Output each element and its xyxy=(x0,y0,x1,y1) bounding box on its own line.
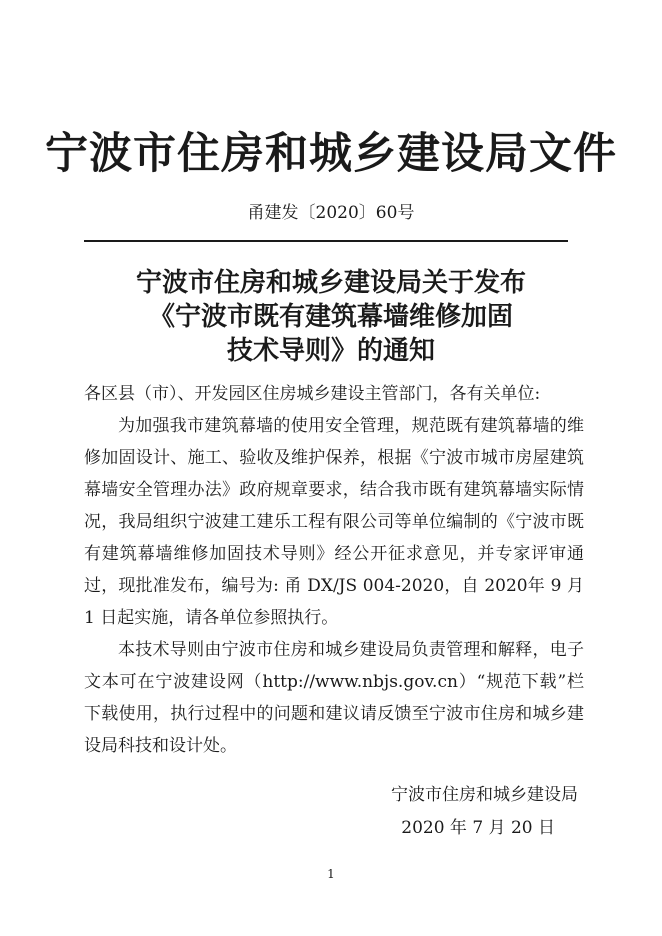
signature-date: 2020 年 7 月 20 日 xyxy=(401,818,555,838)
notice-title-line: 技术导则》的通知 xyxy=(226,336,435,366)
header-divider xyxy=(84,240,568,242)
notice-body xyxy=(84,378,584,762)
body-paragraph: 本技术导则由宁波市住房和城乡建设局负责管理和解释，电子文本可在宁波建设网（http://www.nbjs.gov.cn）“规范下载”栏下载使用，执行过程中的问题和建议请反馈至宁波市住房和城乡建设局科技和设计处。 xyxy=(84,640,584,756)
document-number: 甬建发〔2020〕60号 xyxy=(247,203,415,223)
notice-title xyxy=(0,266,662,368)
salutation: 各区县（市）、开发园区住房城乡建设主管部门，各有关单位: xyxy=(84,384,541,404)
page-number: 1 xyxy=(327,867,335,881)
notice-title-line: 宁波市住房和城乡建设局关于发布 xyxy=(135,268,526,298)
body-paragraph: 为加强我市建筑幕墙的使用安全管理，规范既有建筑幕墙的维修加固设计、施工、验收及维护保养，根据《宁波市城市房屋建筑幕墙安全管理办法》政府规章要求，结合我市既有建筑幕墙实际情况，我局组织宁波建工建乐工程有限公司等单位编制的《宁波市既有建筑幕墙维修加固技术导则》经公开征求意见，并专家评审通过，现批准发布，编号为: 甬 DX/JS 004-2020，自 2020年 9 月 1 日起实施，请各单位参照执行。 xyxy=(84,416,584,628)
signature-organization: 宁波市住房和城乡建设局 xyxy=(391,785,578,805)
document-header-title: 宁波市住房和城乡建设局文件 xyxy=(45,129,617,179)
notice-title-line: 《宁波市既有建筑幕墙维修加固 xyxy=(148,302,513,332)
